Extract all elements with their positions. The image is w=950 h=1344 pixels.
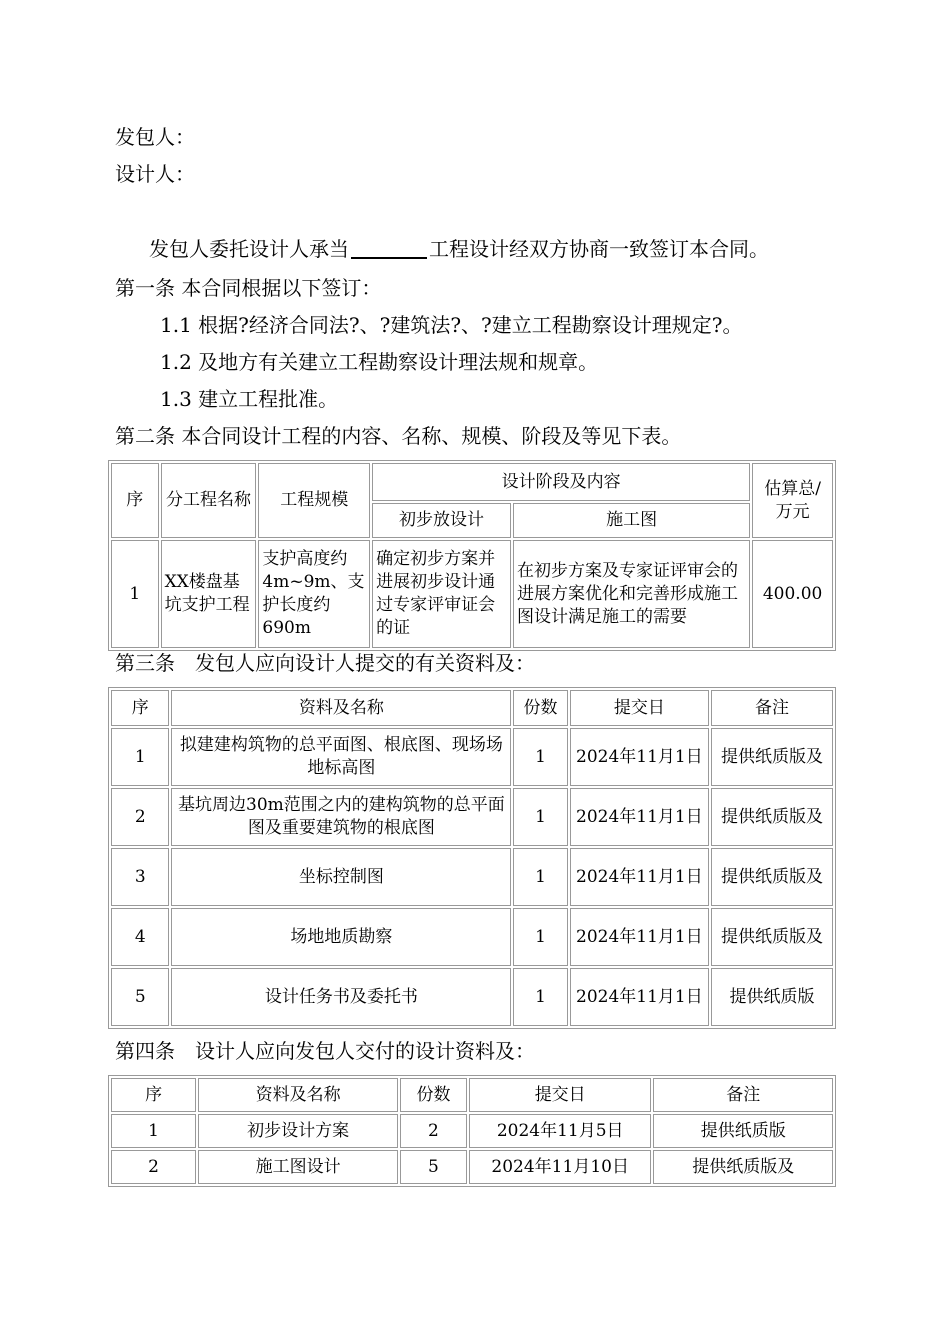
- cell-seq: 2: [111, 788, 169, 846]
- design-scope-table: [108, 460, 836, 651]
- cell-date: 2024年11月1日: [570, 788, 709, 846]
- cell-name: 拟建建构筑物的总平面图、根底图、现场场地标高图: [171, 728, 511, 786]
- header-name: 资料及名称: [198, 1078, 398, 1112]
- cell-name: 场地地质勘察: [171, 908, 511, 966]
- cell-name: 初步设计方案: [198, 1114, 398, 1148]
- table-row: [111, 968, 833, 1026]
- header-construction: 施工图: [513, 503, 750, 538]
- cell-note: 提供纸质版: [653, 1114, 833, 1148]
- header-copies: 份数: [513, 690, 567, 726]
- cell-date: 2024年11月1日: [570, 848, 709, 906]
- table-row: [111, 1114, 833, 1148]
- cell-seq: 2: [111, 1150, 196, 1184]
- article2-title: 第二条 本合同设计工程的内容、名称、规模、阶段及等见下表。: [115, 424, 682, 448]
- cell-note: 提供纸质版及: [711, 848, 833, 906]
- header-seq: 序: [111, 1078, 196, 1112]
- table-row: [111, 908, 833, 966]
- intro-paragraph: [149, 236, 769, 262]
- article1-title: 第一条 本合同根据以下签订：: [115, 276, 382, 300]
- article4-title: 第四条 设计人应向发包人交付的设计资料及：: [115, 1039, 535, 1063]
- cell-note: 提供纸质版及: [711, 788, 833, 846]
- cell-name: 施工图设计: [198, 1150, 398, 1184]
- cell-copies: 2: [400, 1114, 467, 1148]
- header-note: 备注: [711, 690, 833, 726]
- cell-copies: 1: [513, 908, 567, 966]
- header-stage: 设计阶段及内容: [372, 463, 750, 501]
- cell-name: XX楼盘基坑支护工程: [161, 540, 257, 648]
- cell-construction: 在初步方案及专家证评审会的进展方案优化和完善形成施工图设计满足施工的需要: [513, 540, 750, 648]
- cell-note: 提供纸质版及: [711, 728, 833, 786]
- header-prelim: 初步放设计: [372, 503, 511, 538]
- header-date: 提交日: [469, 1078, 652, 1112]
- party-a-label: 发包人：: [115, 125, 195, 149]
- party-b-label: 设计人：: [115, 162, 195, 186]
- cell-date: 2024年11月1日: [570, 968, 709, 1026]
- header-estimate: 估算总/万元: [752, 463, 833, 538]
- cell-date: 2024年11月1日: [570, 908, 709, 966]
- intro-text-after: 工程设计经双方协商一致签订本合同。: [429, 237, 769, 261]
- cell-copies: 5: [400, 1150, 467, 1184]
- cell-estimate: 400.00: [752, 540, 833, 648]
- cell-date: 2024年11月1日: [570, 728, 709, 786]
- table-row: [111, 728, 833, 786]
- header-seq: 序: [111, 690, 169, 726]
- cell-copies: 1: [513, 788, 567, 846]
- cell-copies: 1: [513, 848, 567, 906]
- cell-name: 基坑周边30m范围之内的建构筑物的总平面图及重要建筑物的根底图: [171, 788, 511, 846]
- cell-copies: 1: [513, 728, 567, 786]
- cell-name: 坐标控制图: [171, 848, 511, 906]
- table-row: [111, 1150, 833, 1184]
- client-materials-table: [108, 687, 836, 1029]
- article3-title: 第三条 发包人应向设计人提交的有关资料及：: [115, 651, 535, 675]
- cell-note: 提供纸质版及: [711, 908, 833, 966]
- header-copies: 份数: [400, 1078, 467, 1112]
- header-name: 资料及名称: [171, 690, 511, 726]
- cell-seq: 4: [111, 908, 169, 966]
- article1-item: 1.1 根据?经济合同法?、?建筑法?、?建立工程勘察设计理规定?。: [160, 313, 743, 337]
- cell-copies: 1: [513, 968, 567, 1026]
- cell-note: 提供纸质版及: [653, 1150, 833, 1184]
- cell-note: 提供纸质版: [711, 968, 833, 1026]
- article1-item: 1.3 建立工程批准。: [160, 387, 339, 411]
- cell-prelim: 确定初步方案并进展初步设计通过专家评审证会的证: [372, 540, 511, 648]
- header-name: 分工程名称: [161, 463, 257, 538]
- cell-seq: 1: [111, 728, 169, 786]
- table-row: [111, 848, 833, 906]
- header-date: 提交日: [570, 690, 709, 726]
- deliverables-table: [108, 1075, 836, 1187]
- table-row: [111, 788, 833, 846]
- cell-seq: 1: [111, 540, 159, 648]
- cell-seq: 5: [111, 968, 169, 1026]
- cell-scale: 支护高度约4m~9m、支护长度约690m: [258, 540, 370, 648]
- cell-date: 2024年11月10日: [469, 1150, 652, 1184]
- project-name-blank: [351, 237, 427, 259]
- header-scale: 工程规模: [258, 463, 370, 538]
- cell-seq: 1: [111, 1114, 196, 1148]
- cell-seq: 3: [111, 848, 169, 906]
- cell-date: 2024年11月5日: [469, 1114, 652, 1148]
- article1-item: 1.2 及地方有关建立工程勘察设计理法规和规章。: [160, 350, 599, 374]
- cell-name: 设计任务书及委托书: [171, 968, 511, 1026]
- intro-text-before: 发包人委托设计人承当: [149, 237, 349, 261]
- header-note: 备注: [653, 1078, 833, 1112]
- header-seq: 序: [111, 463, 159, 538]
